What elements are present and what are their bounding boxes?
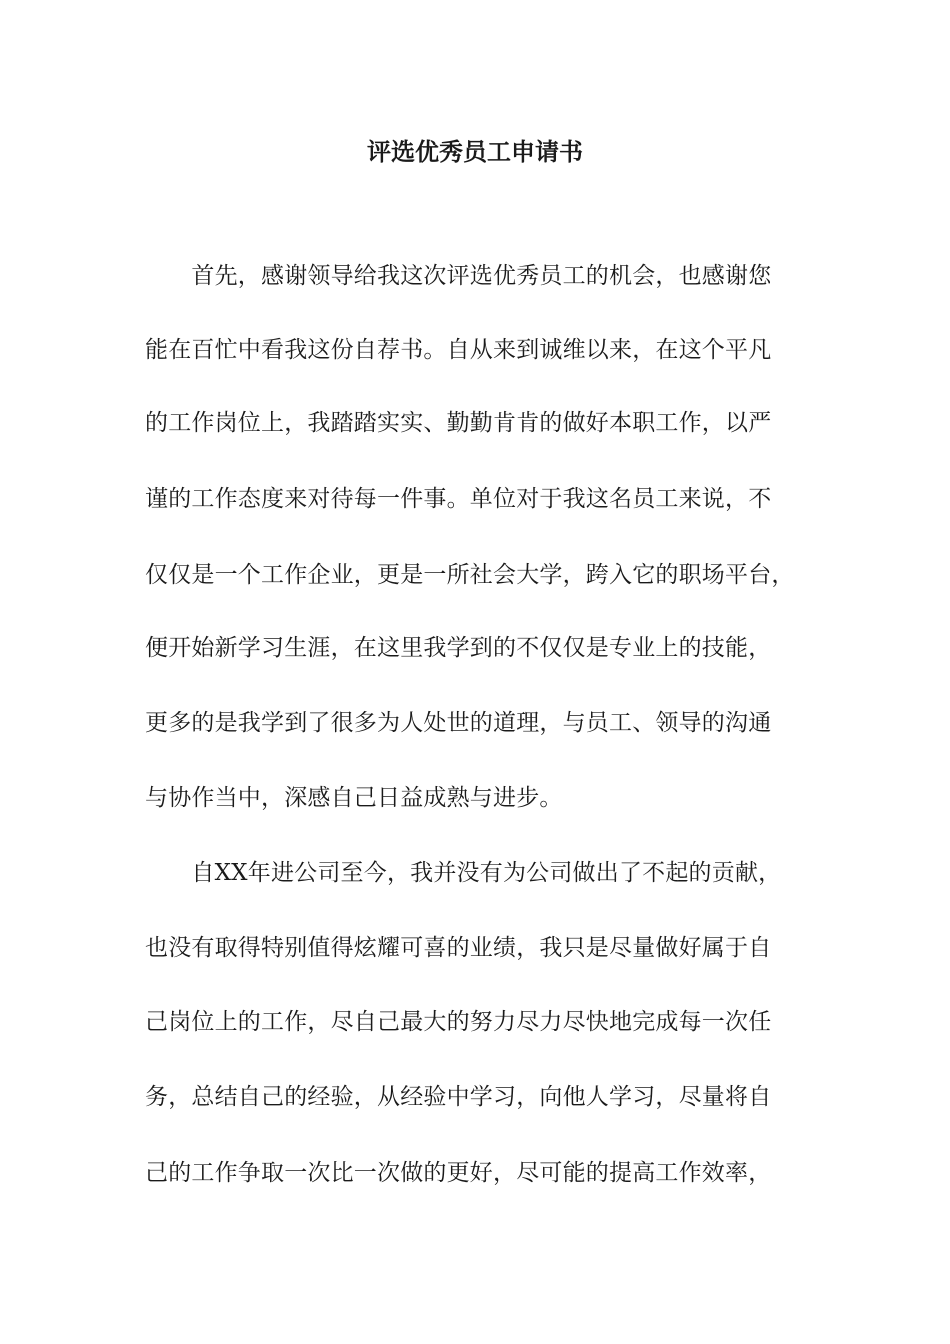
text-line: 与协作当中，深感自己日益成熟与进步。	[145, 785, 563, 811]
text-line: 便开始新学习生涯，在这里我学到的不仅仅是专业上的技能，	[145, 635, 772, 661]
text-line: 仅仅是一个工作企业，更是一所社会大学，跨入它的职场平台，	[145, 562, 795, 588]
text-line: 首先，感谢领导给我这次评选优秀员工的机会，也感谢您	[145, 263, 772, 289]
text-line: 务，总结自己的经验，从经验中学习，向他人学习，尽量将自	[145, 1084, 772, 1110]
text-line: 自XX年进公司至今，我并没有为公司做出了不起的贡献，	[145, 860, 782, 886]
text-line: 也没有取得特别值得炫耀可喜的业绩，我只是尽量做好属于自	[145, 935, 772, 961]
document-title: 评选优秀员工申请书	[367, 137, 583, 166]
text-line: 谨的工作态度来对待每一件事。单位对于我这名员工来说，不	[145, 486, 772, 512]
text-line: 己的工作争取一次比一次做的更好，尽可能的提高工作效率，	[145, 1160, 772, 1186]
text-line: 己岗位上的工作，尽自己最大的努力尽力尽快地完成每一次任	[145, 1009, 772, 1035]
text-line: 更多的是我学到了很多为人处世的道理，与员工、领导的沟通	[145, 710, 772, 736]
text-line: 的工作岗位上，我踏踏实实、勤勤肯肯的做好本职工作，以严	[145, 410, 772, 436]
text-line: 能在百忙中看我这份自荐书。自从来到诚维以来，在这个平凡	[145, 337, 772, 363]
